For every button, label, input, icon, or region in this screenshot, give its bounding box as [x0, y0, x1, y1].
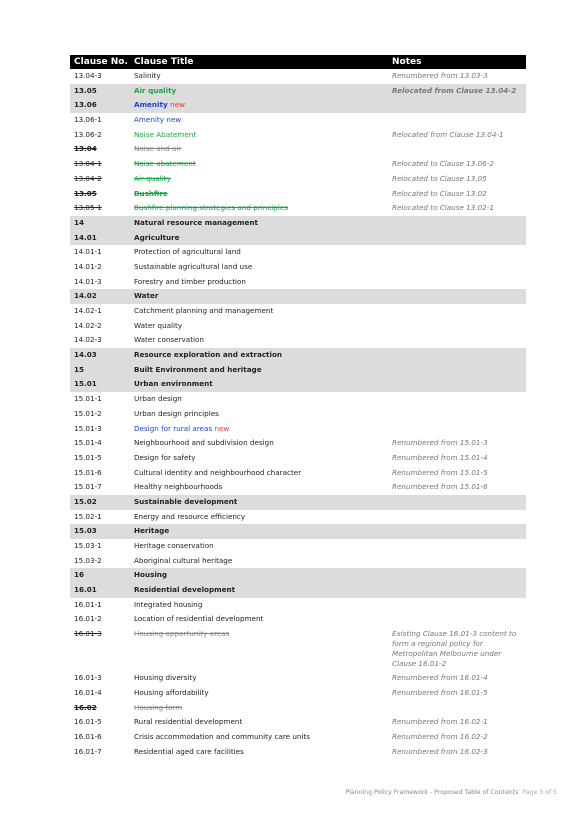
- new-tag: new: [166, 115, 182, 125]
- clause-number: 15.01: [74, 379, 97, 389]
- clause-notes: Renumbered from 15.01-6: [392, 482, 488, 492]
- header-notes: Notes: [392, 57, 422, 67]
- clause-title: Housing diversity: [134, 673, 197, 683]
- clause-number: 14.01-2: [74, 261, 102, 271]
- table-row: [70, 539, 526, 554]
- footer-title: Planning Policy Framework - Proposed Table of Contents: [345, 789, 519, 796]
- table-row: [70, 84, 526, 99]
- clause-number: 14.02-3: [74, 335, 102, 345]
- table-row: [70, 612, 526, 627]
- clause-number: 13.06: [74, 100, 97, 110]
- clause-notes: Renumbered from 15.01-5: [392, 467, 488, 477]
- table-row: [70, 187, 526, 202]
- clause-number: 15.03-2: [74, 555, 102, 565]
- table-row: [70, 407, 526, 422]
- clause-title: Water: [134, 291, 159, 301]
- clause-number: 13.04-2: [74, 173, 102, 183]
- clause-title: Sustainable development: [134, 496, 238, 506]
- table-row: [70, 260, 526, 275]
- clause-number: 13.04: [74, 144, 97, 154]
- clause-number: 14.01: [74, 232, 97, 242]
- clause-number: 13.05: [74, 85, 97, 95]
- table-row: [70, 554, 526, 569]
- clause-number: 14.02: [74, 291, 97, 301]
- clause-number: 16.01-7: [74, 746, 102, 756]
- clause-number: 13.06-1: [74, 115, 102, 125]
- table-row: [70, 216, 526, 231]
- clause-title: Natural resource management: [134, 217, 258, 227]
- clause-title: Crisis accommodation and community care units: [134, 731, 311, 741]
- clause-title: Cultural identity and neighbourhood character: [134, 467, 302, 477]
- new-tag: new: [170, 100, 186, 110]
- clause-title: Residential development: [134, 585, 236, 595]
- table-row: [70, 142, 526, 157]
- table-row: [70, 113, 526, 128]
- clause-title: Heritage conservation: [134, 541, 214, 550]
- clause-title: Agriculture: [134, 232, 180, 242]
- clause-title: Residential aged care facilities: [134, 746, 244, 756]
- table-row: [70, 348, 526, 363]
- table-header: [70, 55, 526, 69]
- clause-number: 15: [74, 364, 85, 374]
- clause-title: Heritage: [134, 526, 170, 536]
- clause-notes: Relocated to Clause 13.06-2: [392, 159, 494, 169]
- table-row: [70, 201, 526, 216]
- clause-number: 15.02: [74, 496, 97, 506]
- new-tag: new: [214, 423, 230, 433]
- table-row: [70, 157, 526, 172]
- clause-number: 15.01-5: [74, 452, 102, 462]
- clause-title: Protection of agricultural land: [134, 247, 241, 257]
- table-row: [70, 172, 526, 187]
- clause-number: 16: [74, 570, 85, 580]
- clause-notes: Relocated to Clause 13.02-1: [392, 203, 494, 213]
- table-row: [70, 128, 526, 143]
- clause-title: Healthy neighbourhoods: [134, 482, 223, 492]
- clause-title: Urban environment: [134, 379, 213, 389]
- clause-title: Neighbourhood and subdivision design: [134, 438, 274, 448]
- clause-title: Amenity: [134, 100, 168, 110]
- table-row: [70, 466, 526, 481]
- clause-number: 15.01-1: [74, 394, 102, 404]
- clause-number: 14.01-3: [74, 276, 102, 286]
- header-clause-title: Clause Title: [134, 57, 194, 67]
- page-number: Page 3 of 5: [522, 789, 557, 796]
- clause-number: 13.05: [74, 188, 97, 198]
- table-row: [70, 319, 526, 334]
- clause-notes: Renumbered from 15.01-3: [392, 438, 488, 448]
- clause-number: 14: [74, 217, 85, 227]
- clause-number: 16.01-1: [74, 599, 102, 609]
- clause-number: 14.01-1: [74, 247, 102, 257]
- clause-title: Housing affordability: [134, 687, 209, 697]
- clause-number: 14.03: [74, 350, 97, 360]
- clause-title: Forestry and timber production: [134, 276, 246, 286]
- clause-title-cell: [130, 98, 388, 113]
- clause-title: Housing opportunity areas: [134, 629, 230, 639]
- table-row: [70, 495, 526, 510]
- table-row: [70, 69, 526, 84]
- table-row: [70, 510, 526, 525]
- table-row: [70, 422, 526, 437]
- clause-number: 15.01-4: [74, 438, 102, 448]
- clause-title: Urban design principles: [134, 408, 219, 418]
- clause-notes: Renumbered from 16.02-2: [392, 731, 488, 741]
- clause-number: 15.01-7: [74, 482, 102, 492]
- clause-title: Water conservation: [134, 335, 204, 345]
- table-row: [70, 333, 526, 348]
- clause-number: 15.02-1: [74, 511, 102, 521]
- clause-title: Noise and air: [134, 144, 182, 154]
- clause-notes: Renumbered from 16.02-3: [392, 746, 488, 756]
- table-row: [70, 480, 526, 495]
- clause-notes: Renumbered from 16.02-1: [392, 717, 488, 727]
- clause-number: 16.01-6: [74, 731, 102, 741]
- table-row: [70, 671, 526, 686]
- table-row: [70, 701, 526, 716]
- clause-title: Housing: [134, 570, 168, 580]
- clause-title: Built Environment and heritage: [134, 364, 262, 374]
- clause-number: 15.01-6: [74, 467, 102, 477]
- table-row: [70, 568, 526, 583]
- clause-notes: Renumbered from 16.01-5: [392, 687, 488, 697]
- table-row: [70, 392, 526, 407]
- clause-title: Sustainable agricultural land use: [134, 261, 253, 271]
- clause-notes: Renumbered from 13.03-3: [392, 71, 488, 80]
- clause-number: 16.01-2: [74, 614, 102, 624]
- clause-number: 16.01-3: [74, 629, 102, 639]
- clause-number: 15.03-1: [74, 541, 102, 550]
- clause-title: Salinity: [134, 71, 161, 80]
- clause-title-cell: [130, 113, 388, 128]
- clause-number: 15.03: [74, 526, 97, 536]
- clause-title: Amenity: [134, 115, 164, 125]
- clause-title: Housing form: [134, 702, 183, 712]
- clause-number: 16.02: [74, 702, 97, 712]
- clause-number: 14.02-2: [74, 320, 102, 330]
- clause-notes: Existing Clause 16.01-3 content to form a regional policy for Metropolitan Melbourne under Clause 16.01-2: [392, 629, 517, 669]
- clause-title: Design for rural areas: [134, 423, 213, 433]
- header-clause-no: Clause No.: [74, 57, 128, 67]
- clause-notes: Relocated to Clause 13.05: [392, 173, 487, 183]
- table-row: [70, 583, 526, 598]
- clause-title: Air quality: [134, 85, 177, 95]
- clause-title: Integrated housing: [134, 599, 203, 609]
- table-row: [70, 451, 526, 466]
- clause-title-cell: [130, 422, 388, 437]
- clause-table: [70, 55, 526, 759]
- clause-number: 15.01-2: [74, 408, 102, 418]
- clause-title: Noise abatement: [134, 159, 196, 169]
- clause-notes: Relocated from Clause 13.04-2: [392, 85, 517, 95]
- table-row: [70, 98, 526, 113]
- table-row: [70, 289, 526, 304]
- clause-number: 15.01-3: [74, 423, 102, 433]
- table-row: [70, 245, 526, 260]
- clause-title: Resource exploration and extraction: [134, 350, 283, 360]
- table-row: [70, 363, 526, 378]
- clause-number: 13.06-2: [74, 129, 102, 139]
- clause-number: 16.01: [74, 585, 97, 595]
- clause-number: 16.01-4: [74, 687, 102, 697]
- clause-title: Noise Abatement: [134, 129, 197, 139]
- clause-number: 14.02-1: [74, 306, 102, 315]
- clause-number: 13.05-1: [74, 203, 102, 213]
- table-row: [70, 275, 526, 290]
- clause-number: 16.01-3: [74, 673, 102, 683]
- table-row: [70, 627, 526, 671]
- table-row: [70, 598, 526, 613]
- clause-title: Rural residential development: [134, 717, 243, 727]
- clause-title: Location of residential development: [134, 614, 264, 624]
- table-row: [70, 436, 526, 451]
- clause-notes: Renumbered from 15.01-4: [392, 452, 488, 462]
- table-row: [70, 745, 526, 760]
- table-row: [70, 304, 526, 319]
- clause-title: Aboriginal cultural heritage: [134, 555, 233, 565]
- clause-number: 13.04-1: [74, 159, 102, 169]
- table-row: [70, 730, 526, 745]
- table-row: [70, 715, 526, 730]
- clause-number: 13.04-3: [74, 71, 102, 80]
- table-row: [70, 231, 526, 246]
- clause-title: Water quality: [134, 320, 183, 330]
- clause-title: Bushfire planning strategies and principles: [134, 203, 289, 213]
- clause-title: Bushfire: [134, 188, 168, 198]
- table-row: [70, 377, 526, 392]
- clause-title: Design for safety: [134, 452, 196, 462]
- clause-title: Air quality: [134, 173, 171, 183]
- clause-title: Energy and resource efficiency: [134, 511, 246, 521]
- clause-number: 16.01-5: [74, 717, 102, 727]
- table-row: [70, 686, 526, 701]
- table-row: [70, 524, 526, 539]
- clause-title: Urban design: [134, 394, 182, 404]
- clause-notes: Relocated from Clause 13.04-1: [392, 129, 504, 139]
- page-footer: [0, 789, 557, 796]
- clause-title: Catchment planning and management: [134, 306, 274, 315]
- clause-notes: Renumbered from 16.01-4: [392, 673, 488, 683]
- clause-notes: Relocated to Clause 13.02: [392, 188, 487, 198]
